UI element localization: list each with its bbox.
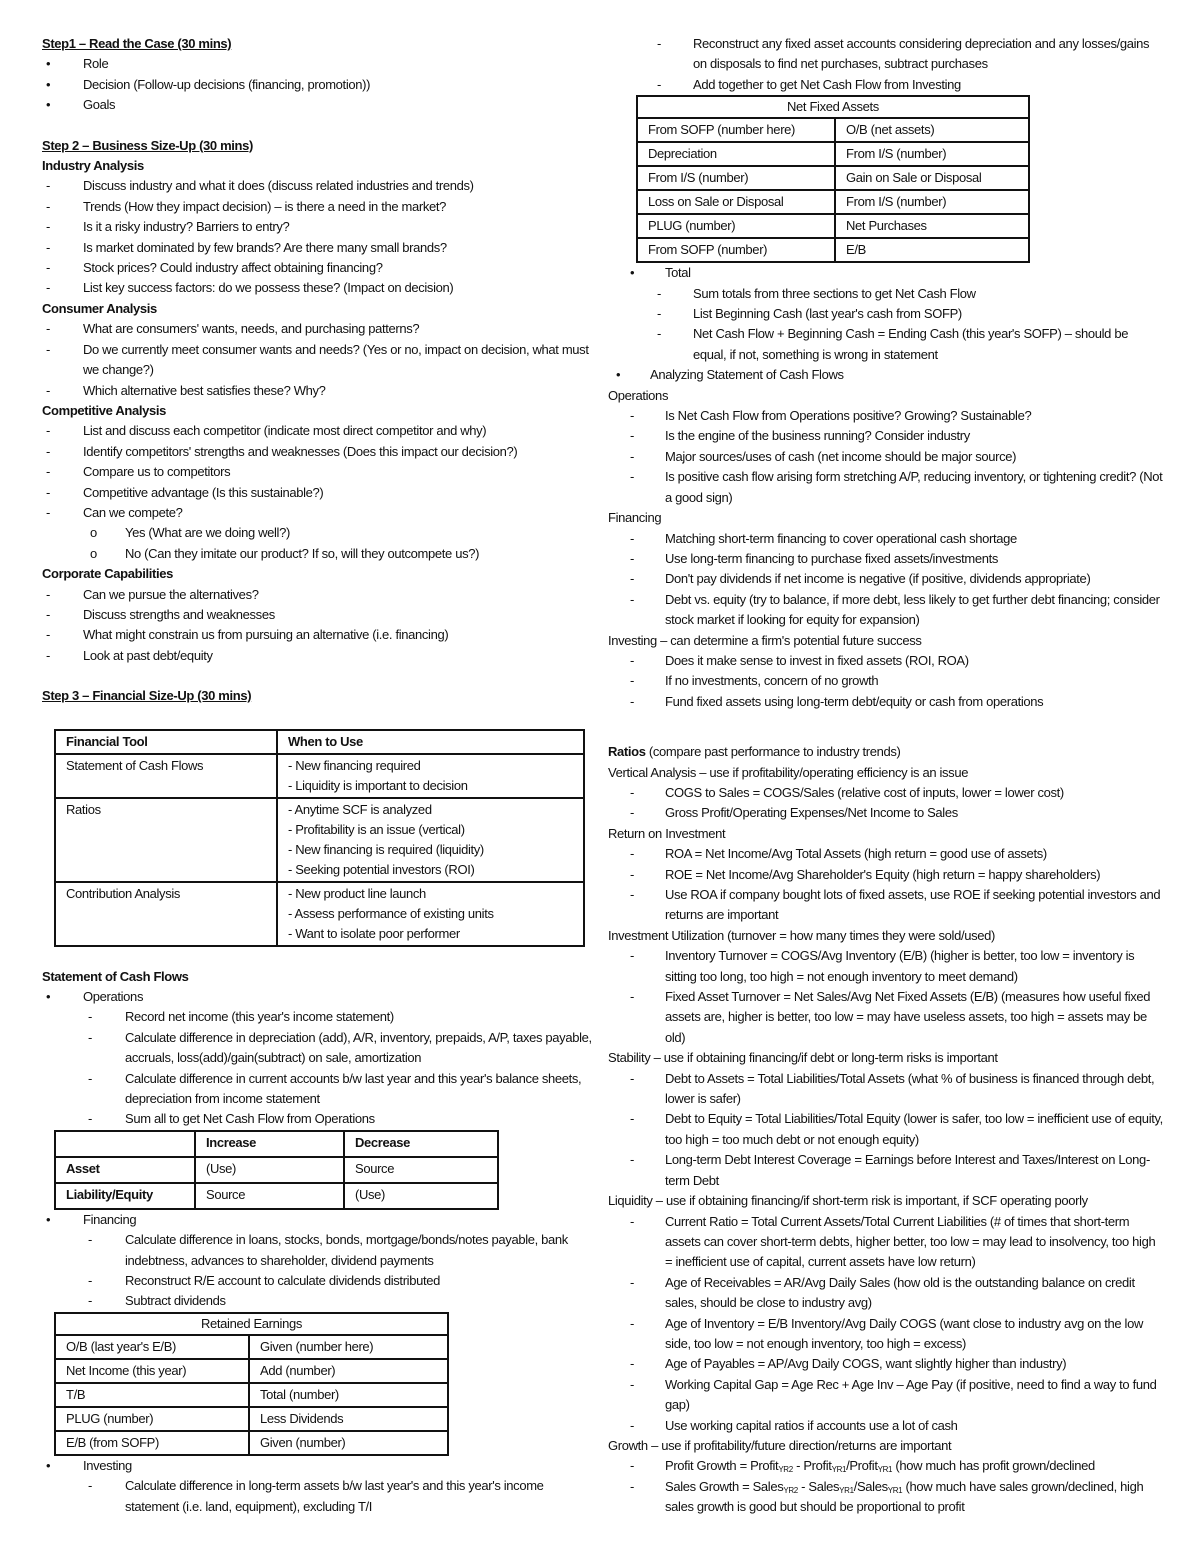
table-cell: O/B (last year's E/B) bbox=[55, 1335, 249, 1359]
list-item: - Can we compete? bbox=[46, 504, 183, 520]
list-item: - Inventory Turnover = COGS/Avg Inventory (E/B) (higher is better, too low = inventory is sitting too long, too high = not enough inventory to meet demand) bbox=[630, 948, 1135, 984]
table-cell: Total (number) bbox=[249, 1383, 448, 1407]
table-row bbox=[637, 238, 1029, 262]
table-cell: Less Dividends bbox=[249, 1407, 448, 1431]
scf-heading: Statement of Cash Flows bbox=[42, 968, 189, 984]
list-item: - Is Net Cash Flow from Operations positive? Growing? Sustainable? bbox=[630, 408, 1032, 424]
retained-earnings-table bbox=[54, 1312, 449, 1456]
list-item: - Discuss strengths and weaknesses bbox=[46, 606, 275, 622]
table-header: When to Use bbox=[277, 730, 584, 754]
list-item: - Sales Growth = Sales$_{YR2}$ - Sales$_{YR1}$/Sales$_{YR1}$ (how much have sales grown/declined, high sales growth is good but should be proportional to profit bbox=[630, 1478, 1144, 1515]
list-item: • Analyzing Statement of Cash Flows bbox=[608, 365, 1164, 385]
table-header-row bbox=[55, 1131, 498, 1157]
step2-heading: Step 2 – Business Size-Up (30 mins) bbox=[42, 137, 253, 153]
list-item: - Net Cash Flow + Beginning Cash = Ending Cash (this year's SOFP) – should be equal, if not, something is wrong in statement bbox=[657, 326, 1129, 362]
list-item: - Fund fixed assets using long-term debt/equity or cash from operations bbox=[630, 693, 1044, 709]
list-item: o Yes (What are we doing well?) bbox=[90, 525, 290, 541]
table-cell: Given (number here) bbox=[249, 1335, 448, 1359]
profit-growth-formula: Profit Growth = Profit$_{YR2}$ - Profit$_{YR1}$/Profit$_{YR1}$ (how much has profit grown/declined bbox=[665, 1458, 1095, 1475]
bullet-icon: • bbox=[46, 56, 51, 72]
table-cell: - Anytime SCF is analyzed - Profitability is an issue (vertical) - New financing is required (liquidity) - Seeking potential investors (ROI) bbox=[277, 798, 584, 882]
list-item: - Look at past debt/equity bbox=[46, 647, 213, 663]
bullet-icon: • bbox=[46, 1457, 51, 1473]
table-title: Retained Earnings bbox=[55, 1313, 448, 1335]
list-item: - Age of Inventory = E/B Inventory/Avg Daily COGS (want close to industry avg on the low side, too low = not enough inventory, too high = excess) bbox=[630, 1315, 1143, 1351]
table-title: Net Fixed Assets bbox=[637, 96, 1029, 118]
utilization-heading: Investment Utilization (turnover = how many times they were sold/used) bbox=[608, 927, 995, 943]
list-item: - Working Capital Gap = Age Rec + Age Inv – Age Pay (if positive, need to find a way to fund gap) bbox=[630, 1376, 1157, 1413]
table-cell: Depreciation bbox=[637, 142, 835, 166]
list-item: o No (Can they imitate our product? If so, will they outcompete us?) bbox=[90, 545, 480, 561]
list-item: • Operations bbox=[42, 987, 592, 1007]
left-column bbox=[42, 34, 592, 1517]
table-cell: Liability/Equity bbox=[55, 1183, 195, 1209]
table-row bbox=[637, 190, 1029, 214]
bullet-icon: • bbox=[46, 989, 51, 1004]
table-cell: Contribution Analysis bbox=[55, 882, 277, 946]
table-header-row bbox=[55, 1313, 448, 1335]
list-item: - What might constrain us from pursuing an alternative (i.e. financing) bbox=[46, 627, 449, 643]
list-item: - Can we pursue the alternatives? bbox=[46, 586, 259, 602]
list-item: - Calculate difference in loans, stocks, bonds, mortgage/bonds/notes payable, bank indebtness, advances to shareholder, dividend payments bbox=[88, 1232, 568, 1268]
list-item: - Calculate difference in depreciation (add), A/R, inventory, prepaids, A/P, taxes payable, accruals, loss(add)/gain(subtract) on sale, amortization bbox=[88, 1029, 592, 1066]
table-cell: E/B (from SOFP) bbox=[55, 1431, 249, 1455]
sales-growth-formula: Sales Growth = Sales$_{YR2}$ - Sales$_{YR1}$/Sales$_{YR1}$ (how much have sales grown/declined, high sales growth is good but should be proportional to profit bbox=[665, 1478, 1144, 1515]
step3-heading: Step 3 – Financial Size-Up (30 mins) bbox=[42, 688, 252, 704]
table-cell: Loss on Sale or Disposal bbox=[637, 190, 835, 214]
right-column bbox=[608, 34, 1164, 1518]
table-row bbox=[55, 1431, 448, 1455]
table-row bbox=[55, 1407, 448, 1431]
table-header: Financial Tool bbox=[55, 730, 277, 754]
list-item: - Which alternative best satisfies these? Why? bbox=[46, 382, 326, 398]
list-item: - Gross Profit/Operating Expenses/Net Income to Sales bbox=[630, 805, 958, 821]
financial-tool-table bbox=[54, 729, 585, 947]
table-cell: From I/S (number) bbox=[835, 190, 1029, 214]
list-item: - Stock prices? Could industry affect obtaining financing? bbox=[46, 260, 383, 276]
table-cell: From SOFP (number) bbox=[637, 238, 835, 262]
roi-heading: Return on Investment bbox=[608, 825, 726, 841]
fin-analysis-heading: Financing bbox=[608, 510, 662, 526]
bullet-icon: • bbox=[46, 97, 51, 113]
list-item: • Goals bbox=[42, 95, 592, 115]
consumer-heading: Consumer Analysis bbox=[42, 300, 157, 316]
list-item: - Do we currently meet consumer wants and needs? (Yes or no, impact on decision, what must we change?) bbox=[46, 341, 589, 378]
table-cell: Statement of Cash Flows bbox=[55, 754, 277, 798]
table-row bbox=[637, 166, 1029, 190]
list-item: - Is positive cash flow arising form stretching A/P, reducing inventory, or tightening credit? (Not a good sign) bbox=[630, 469, 1163, 505]
table-header-row bbox=[637, 96, 1029, 118]
bullet-icon: • bbox=[630, 265, 635, 281]
list-item: - Record net income (this year's income statement) bbox=[88, 1009, 394, 1025]
bullet-icon: • bbox=[46, 1211, 51, 1227]
table-row bbox=[55, 798, 584, 882]
list-item: - Discuss industry and what it does (discuss related industries and trends) bbox=[46, 178, 474, 194]
net-fixed-assets-table bbox=[636, 95, 1030, 263]
list-item: - Use ROA if company bought lots of fixed assets, use ROE if seeking potential investors and returns are important bbox=[630, 887, 1161, 923]
list-item: - Subtract dividends bbox=[88, 1293, 226, 1309]
list-item: - Use working capital ratios if accounts use a lot of cash bbox=[630, 1417, 958, 1433]
list-item: - Matching short-term financing to cover operational cash shortage bbox=[630, 530, 1017, 546]
table-header-row bbox=[55, 730, 584, 754]
list-item: - List and discuss each competitor (indicate most direct competitor and why) bbox=[46, 423, 487, 439]
table-cell: Ratios bbox=[55, 798, 277, 882]
table-row bbox=[55, 1335, 448, 1359]
list-item: - Profit Growth = Profit$_{YR2}$ - Profit$_{YR1}$/Profit$_{YR1}$ (how much has profit grown/declined bbox=[630, 1458, 1095, 1475]
table-row bbox=[55, 1383, 448, 1407]
table-cell: Asset bbox=[55, 1157, 195, 1183]
table-cell: O/B (net assets) bbox=[835, 118, 1029, 142]
list-item: - Trends (How they impact decision) – is there a need in the market? bbox=[46, 198, 446, 214]
list-item: - Reconstruct any fixed asset accounts considering depreciation and any losses/gains on disposals to find net purchases, subtract purchases bbox=[657, 36, 1150, 72]
table-cell: From SOFP (number here) bbox=[637, 118, 835, 142]
table-cell: Given (number) bbox=[249, 1431, 448, 1455]
table-cell: T/B bbox=[55, 1383, 249, 1407]
list-item: - ROA = Net Income/Avg Total Assets (high return = good use of assets) bbox=[630, 846, 1047, 862]
list-item: - Is it a risky industry? Barriers to entry? bbox=[46, 219, 290, 235]
list-item: - Don't pay dividends if net income is negative (if positive, dividends appropriate) bbox=[630, 571, 1091, 587]
bullet-icon: • bbox=[616, 367, 621, 383]
table-cell: Net Purchases bbox=[835, 214, 1029, 238]
list-item: - Reconstruct R/E account to calculate dividends distributed bbox=[88, 1273, 440, 1289]
ratios-heading: Ratios (compare past performance to industry trends) bbox=[608, 744, 901, 760]
list-item: • Decision (Follow-up decisions (financing, promotion)) bbox=[42, 75, 592, 95]
list-item: - Age of Receivables = AR/Avg Daily Sales (how old is the outstanding balance on credit sales, should be close to industry avg) bbox=[630, 1274, 1135, 1311]
liquidity-heading: Liquidity – use if obtaining financing/if short-term risk is important, if SCF operating poorly bbox=[608, 1193, 1088, 1209]
list-item: - What are consumers' wants, needs, and purchasing patterns? bbox=[46, 321, 420, 337]
list-item: - Use long-term financing to purchase fixed assets/investments bbox=[630, 550, 999, 566]
table-cell: From I/S (number) bbox=[637, 166, 835, 190]
table-row bbox=[55, 754, 584, 798]
vertical-heading: Vertical Analysis – use if profitability/operating efficiency is an issue bbox=[608, 764, 969, 780]
table-cell: E/B bbox=[835, 238, 1029, 262]
list-item: - Major sources/uses of cash (net income should be major source) bbox=[630, 448, 1017, 464]
table-cell: From I/S (number) bbox=[835, 142, 1029, 166]
table-cell: Gain on Sale or Disposal bbox=[835, 166, 1029, 190]
table-row bbox=[55, 1359, 448, 1383]
ops-analysis-heading: Operations bbox=[608, 387, 669, 403]
inv-analysis-heading: Investing – can determine a firm's potential future success bbox=[608, 632, 922, 648]
table-header bbox=[55, 1131, 195, 1157]
table-cell: - New product line launch - Assess performance of existing units - Want to isolate poor performer bbox=[277, 882, 584, 946]
list-item: - Sum all to get Net Cash Flow from Operations bbox=[88, 1111, 375, 1127]
list-item: - Long-term Debt Interest Coverage = Earnings before Interest and Taxes/Interest on Long-term Debt bbox=[630, 1152, 1150, 1188]
stability-heading: Stability – use if obtaining financing/if debt or long-term risks is important bbox=[608, 1050, 998, 1066]
list-item: - Does it make sense to invest in fixed assets (ROI, ROA) bbox=[630, 652, 969, 668]
list-item: - Fixed Asset Turnover = Net Sales/Avg Net Fixed Assets (E/B) (measures how useful fixed assets are, higher is better, too low = may have useless assets, too high = assets may be old) bbox=[630, 989, 1151, 1045]
increase-decrease-table bbox=[54, 1130, 499, 1210]
list-item: • Investing bbox=[42, 1456, 592, 1476]
table-row bbox=[637, 118, 1029, 142]
corporate-heading: Corporate Capabilities bbox=[42, 566, 173, 582]
table-row bbox=[55, 1157, 498, 1183]
table-cell: Add (number) bbox=[249, 1359, 448, 1383]
list-item: - Calculate difference in long-term assets b/w last year's and this year's income statement (i.e. land, equipment), excluding T/I bbox=[88, 1478, 544, 1514]
table-cell: PLUG (number) bbox=[55, 1407, 249, 1431]
list-item: - Competitive advantage (Is this sustainable?) bbox=[46, 484, 324, 500]
step1-heading: Step1 – Read the Case (30 mins) bbox=[42, 36, 232, 51]
table-cell: PLUG (number) bbox=[637, 214, 835, 238]
list-item: • Role bbox=[42, 54, 592, 74]
industry-heading: Industry Analysis bbox=[42, 158, 144, 174]
bullet-icon: • bbox=[46, 76, 51, 92]
list-item: - Debt vs. equity (try to balance, if more debt, less likely to get further debt financing; consider stock market if looking for equity for expansion) bbox=[630, 591, 1160, 628]
list-item: • Financing bbox=[42, 1210, 592, 1230]
list-item: - If no investments, concern of no growth bbox=[630, 673, 879, 689]
table-row bbox=[55, 882, 584, 946]
table-cell: (Use) bbox=[344, 1183, 498, 1209]
list-item: - Is the engine of the business running? Consider industry bbox=[630, 428, 970, 444]
list-item: - List Beginning Cash (last year's cash from SOFP) bbox=[657, 306, 962, 322]
list-item: • Total bbox=[608, 263, 1164, 283]
list-item: - List key success factors: do we possess these? (Impact on decision) bbox=[46, 280, 454, 296]
list-item: - COGS to Sales = COGS/Sales (relative cost of inputs, lower = lower cost) bbox=[630, 784, 1064, 800]
list-item: - Sum totals from three sections to get Net Cash Flow bbox=[657, 285, 976, 301]
table-header: Increase bbox=[195, 1131, 344, 1157]
list-item: - Is market dominated by few brands? Are there many small brands? bbox=[46, 239, 447, 255]
table-cell: (Use) bbox=[195, 1157, 344, 1183]
list-item: - Debt to Assets = Total Liabilities/Total Assets (what % of business is financed through debt, lower is safer) bbox=[630, 1070, 1155, 1107]
table-row bbox=[55, 1183, 498, 1209]
list-item: - Identify competitors' strengths and weaknesses (Does this impact our decision?) bbox=[46, 443, 518, 459]
list-item: - Age of Payables = AP/Avg Daily COGS, want slightly higher than industry) bbox=[630, 1356, 1067, 1372]
list-item: - Compare us to competitors bbox=[46, 464, 231, 480]
table-cell: Source bbox=[195, 1183, 344, 1209]
table-cell: Source bbox=[344, 1157, 498, 1183]
list-item: - Calculate difference in current accounts b/w last year and this year's balance sheets, depreciation from income statement bbox=[88, 1070, 582, 1107]
table-header: Decrease bbox=[344, 1131, 498, 1157]
table-row bbox=[637, 214, 1029, 238]
list-item: - ROE = Net Income/Avg Shareholder's Equity (high return = happy shareholders) bbox=[630, 866, 1101, 882]
list-item: - Add together to get Net Cash Flow from Investing bbox=[657, 76, 961, 92]
table-cell: Net Income (this year) bbox=[55, 1359, 249, 1383]
table-cell: - New financing required - Liquidity is important to decision bbox=[277, 754, 584, 798]
list-item: - Debt to Equity = Total Liabilities/Total Equity (lower is safer, too low = inefficient use of equity, too high = too much debt or not enough equity) bbox=[630, 1111, 1163, 1147]
competitive-heading: Competitive Analysis bbox=[42, 402, 167, 418]
growth-heading: Growth – use if profitability/future direction/returns are important bbox=[608, 1437, 952, 1453]
table-row bbox=[637, 142, 1029, 166]
list-item: - Current Ratio = Total Current Assets/Total Current Liabilities (# of times that short-term assets can cover short-term debts, higher better, too low = may lead to insolvency, too high = inefficient use of capital, current assets have low return) bbox=[630, 1213, 1156, 1270]
